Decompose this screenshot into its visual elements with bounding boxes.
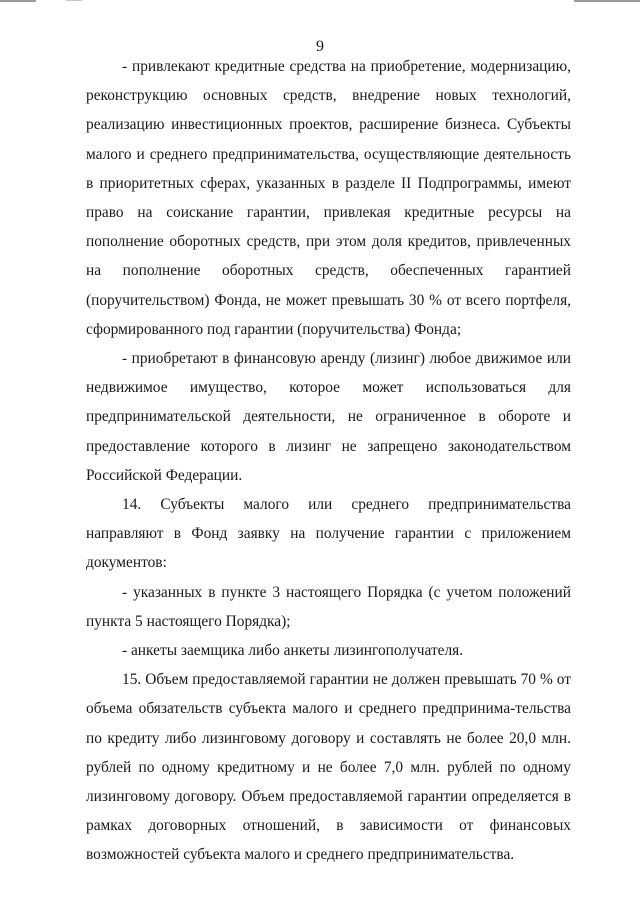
scan-edge-mark — [574, 0, 640, 2]
paragraph-credit-funds: - привлекают кредитные средства на приобретение, модернизацию, реконструкцию основных средств, внедрение новых технологий, реализацию инвестиционных проектов, расширение бизнеса. Субъекты малого и среднего предпринимательства, осуществляющие деятельность в приоритетных сферах, указанных в разделе II Подпрограммы, имеют право на соискание гарантии, привлекая кредитные ресурсы на пополнение оборотных средств, при этом доля кредитов, привлеченных на пополнение оборотных средств, обеспеченных гарантией (поручительством) Фонда, не может превышать 30 % от всего портфеля, сформированного под гарантии (поручительства) Фонда; — [86, 58, 571, 338]
paragraph-14-application: 14. Субъекты малого или среднего предпринимательства направляют в Фонд заявку на получение гарантии с приложением документов: — [86, 496, 571, 572]
paragraph-documents-list-item: - анкеты заемщика либо анкеты лизингополучателя. — [122, 642, 464, 660]
paragraph-documents-list-item: - указанных в пункте 3 настоящего Порядка (с учетом положений пункта 5 настоящего Порядка); — [86, 583, 571, 630]
page-number: 9 — [316, 38, 324, 55]
paragraph-15-guarantee-volume: 15. Объем предоставляемой гарантии не должен превышать 70 % от объема обязательств субъекта малого и среднего предпринима-тельства по кредиту либо лизинговому договору и составлять не более 20,0 млн. рублей по одному кредитному и не более 7,0 млн. рублей по одному лизинговому договору. Объем предоставляемой гарантии определяется в рамках договорных отношений, в зависимости от финансовых возможностей субъекта малого и среднего предпринимательства. — [86, 671, 571, 864]
scan-edge-mark — [0, 0, 36, 2]
paragraph-leasing: - приобретают в финансовую аренду (лизинг) любое движимое или недвижимое имущество, которое может использоваться для предпринимательской деятельности, не ограниченное в обороте и предоставление которого в лизинг не запрещено законодательством Российской Федерации. — [86, 350, 571, 484]
scan-edge-mark — [66, 0, 82, 1]
document-body — [86, 52, 571, 870]
